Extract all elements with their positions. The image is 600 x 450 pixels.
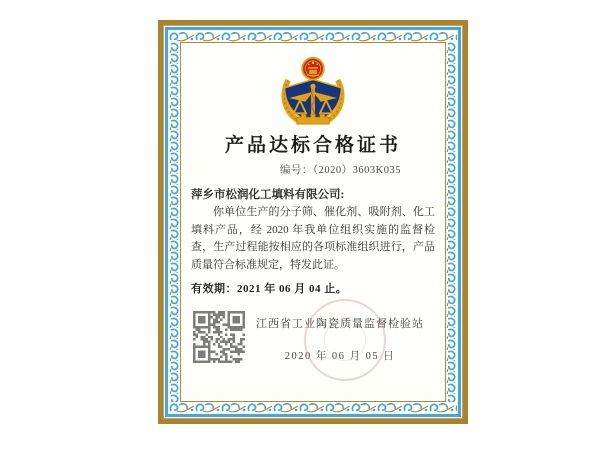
certificate-ornament-band <box>169 31 457 413</box>
recipient-company: 萍乡市松润化工填料有限公司: <box>191 189 345 201</box>
qr-code-icon <box>193 311 245 363</box>
issue-date: 2020 年 06 月 05 日 <box>284 351 396 362</box>
serial-number: 编号：（2020）3603K035 <box>279 165 401 176</box>
scroll-ornament-right <box>446 42 457 402</box>
scroll-ornament-top <box>169 31 457 42</box>
validity-period: 有效期：2021 年 06 月 04 止。 <box>191 283 348 295</box>
issuer-name: 江西省工业陶瓷质量监督检验站 <box>256 318 424 330</box>
official-seal-icon <box>304 299 386 381</box>
scroll-ornament-left <box>169 42 180 402</box>
certificate-title: 产品达标合格证书 <box>224 135 401 156</box>
certificate-footer <box>191 311 435 363</box>
certificate-blue-border <box>165 27 461 417</box>
issue-block <box>245 311 435 363</box>
scroll-ornament-bottom <box>169 402 457 413</box>
quality-supervision-emblem-icon <box>273 54 353 128</box>
certificate-outer-gold-border <box>158 20 468 424</box>
certificate-body: 你单位生产的分子筛、催化剂、吸附剂、化工填料产品，经 2020 年我单位组织实施的监督检查，生产过程能按相应的各项标准组织进行，产品质量符合标准规定，特发此证。 <box>191 206 435 271</box>
certificate-paper <box>180 42 446 402</box>
